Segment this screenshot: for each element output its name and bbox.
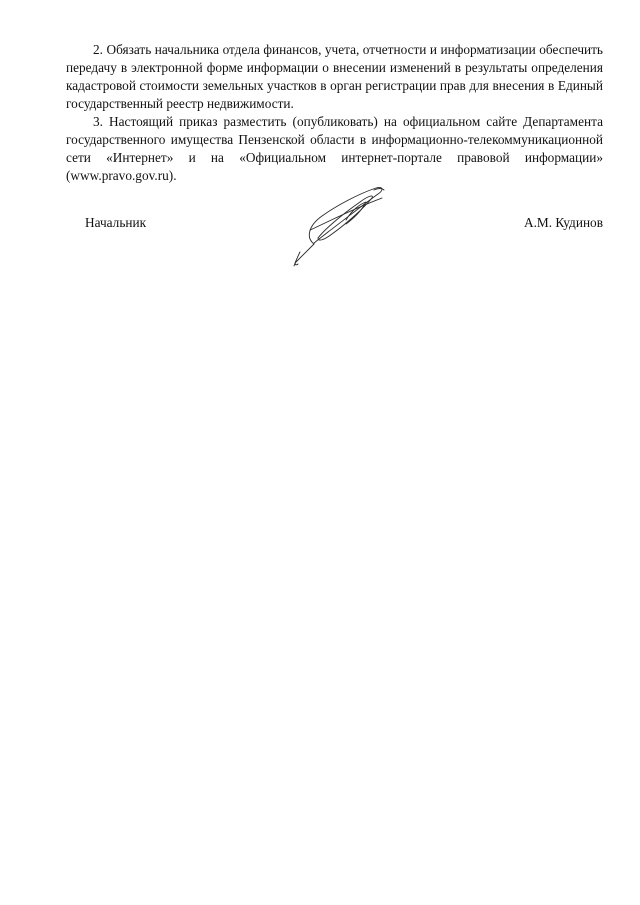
signatory-name: А.М. Кудинов <box>523 215 603 230</box>
handwritten-signature <box>288 180 388 268</box>
paragraph-3: 3. Настоящий приказ разместить (опубликовать) на официальном сайте Департамента государственного имущества Пензенской области в информационно-телекоммуникационной сети «Интернет» и на «Официальном интернет-портале правовой информации» (www.pravo.gov.ru). <box>66 114 603 183</box>
paragraph-2: 2. Обязать начальника отдела финансов, учета, отчетности и информатизации обеспечить передачу в электронной форме информации о внесении изменений в результаты определения кадастровой стоимости земельных участков в орган регистрации прав для внесения в Единый государственный реестр недвижимости. <box>66 42 603 111</box>
document-body <box>66 41 603 185</box>
signatory-title: Начальник <box>85 215 147 230</box>
